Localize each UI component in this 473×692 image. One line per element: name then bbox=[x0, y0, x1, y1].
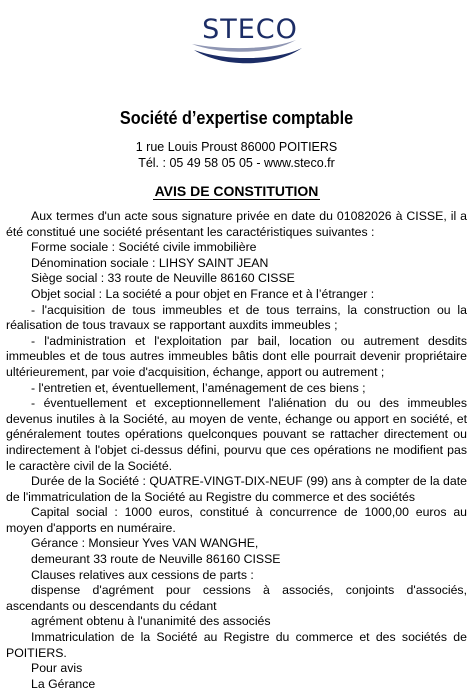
paragraph-capital: Capital social : 1000 euros, constitué à concurrence de 1000,00 euros au moyen d'apports en numéraire. bbox=[6, 505, 467, 535]
notice-heading bbox=[0, 183, 473, 199]
paragraph-immatriculation: Immatriculation de la Société au Registre du commerce et des sociétés de POITIERS. bbox=[6, 630, 467, 660]
paragraph-clauses: Clauses relatives aux cessions de parts : bbox=[31, 567, 254, 582]
steco-logo bbox=[188, 10, 308, 70]
paragraph-objet: Objet social : La société a pour objet en France et à l’étranger : bbox=[31, 286, 375, 301]
paragraph-dispense: dispense d'agrément pour cessions à associés, conjoints d'associés, ascendants ou descendants du cédant bbox=[6, 583, 467, 613]
paragraph-objet-4: - éventuellement et exceptionnellement l'aliénation du ou des immeubles devenus inutiles à la Société, au moyen de vente, échange ou apport en société, et généralement toutes opérations quelconques pouvant se rattacher directement ou indirectement à l'objet ci-dessus défini, pourvu que ces opérations ne modifient pas le caractère civil de la Société. bbox=[6, 396, 467, 473]
company-title: Société d’expertise comptable bbox=[119, 108, 354, 128]
paragraph-forme: Forme sociale : Société civile immobilière bbox=[31, 240, 257, 255]
paragraph-agrement: agrément obtenu à l'unanimité des associés bbox=[31, 614, 271, 629]
paragraph-signature: La Gérance bbox=[31, 676, 96, 691]
paragraph-duree: Durée de la Société : QUATRE-VINGT-DIX-NEUF (99) ans à compter de la date de l'immatriculation de la Société au Registre du commerce et des sociétés bbox=[6, 474, 467, 504]
paragraph-pour-avis: Pour avis bbox=[31, 661, 83, 676]
notice-body bbox=[6, 209, 467, 692]
paragraph-denomination: Dénomination sociale : LIHSY SAINT JEAN bbox=[31, 255, 269, 270]
paragraph-objet-3: - l'entretien et, éventuellement, l’aménagement de ces biens ; bbox=[31, 380, 366, 395]
company-contact: Tél. : 05 49 58 05 05 - www.steco.fr bbox=[138, 156, 335, 170]
notice-heading-text: AVIS DE CONSTITUTION bbox=[154, 183, 319, 199]
paragraph-demeurant: demeurant 33 route de Neuville 86160 CISSE bbox=[31, 552, 281, 567]
paragraph-objet-1: - l'acquisition de tous immeubles et de tous terrains, la construction ou la réalisation de tous travaux se rapportant auxdits immeubles ; bbox=[6, 302, 467, 333]
paragraph-intro: Aux termes d'un acte sous signature privée en date du 01082026 à CISSE, il a été constitué une société présentant les caractéristiques suivantes : bbox=[6, 209, 467, 239]
paragraph-objet-2: - l'administration et l'exploitation par bail, location ou autrement desdits immeubles et de tous autres immeubles bâtis dont elle pourrait devenir propriétaire ultérieurement, par voie d'acquisition, échange, apport ou autrement ; bbox=[6, 333, 467, 379]
paragraph-gerance: Gérance : Monsieur Yves VAN WANGHE, bbox=[31, 536, 259, 551]
logo-wordmark: STECO bbox=[202, 14, 298, 45]
company-address: 1 rue Louis Proust 86000 POITIERS bbox=[135, 140, 338, 154]
paragraph-siege: Siège social : 33 route de Neuville 86160 CISSE bbox=[31, 271, 295, 286]
